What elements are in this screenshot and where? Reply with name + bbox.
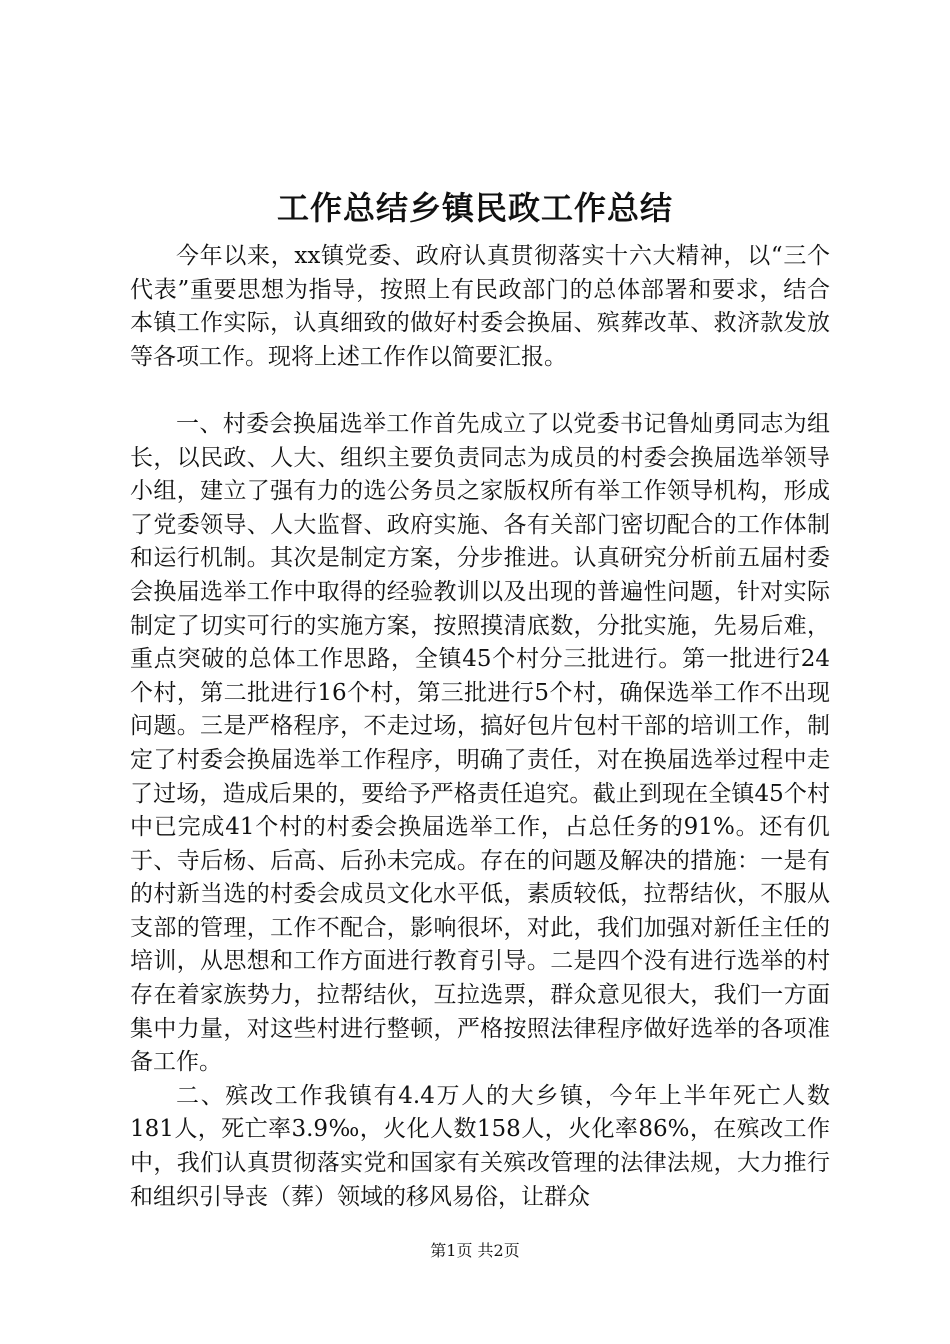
page-number: 第1页 共2页: [430, 1241, 520, 1260]
paragraph-village-election: 一、村委会换届选举工作首先成立了以党委书记鲁灿勇同志为组长，以民政、人大、组织主要负责同志为成员的村委会换届选举领导小组，建立了强有力的选公务员之家版权所有举工作领导机构，形成了党委领导、人大监督、政府实施、各有关部门密切配合的工作体制和运行机制。其次是制定方案，分步推进。认真研究分析前五届村委会换届选举工作中取得的经验教训以及出现的普遍性问题，针对实际制定了切实可行的实施方案，按照摸清底数，分批实施，先易后难，重点突破的总体工作思路，全镇45个村分三批进行。第一批进行24个村，第二批进行16个村，第三批进行5个村，确保选举工作不出现问题。三是严格程序，不走过场，搞好包片包村干部的培训工作，制定了村委会换届选举工作程序，明确了责任，对在换届选举过程中走了过场，造成后果的，要给予严格责任追究。截止到现在全镇45个村中已完成41个村的村委会换届选举工作，占总任务的91%。还有仉于、寺后杨、后高、后孙未完成。存在的问题及解决的措施：一是有的村新当选的村委会成员文化水平低，素质较低，拉帮结伙，不服从支部的管理，工作不配合，影响很坏，对此，我们加强对新任主任的培训，从思想和工作方面进行教育引导。二是四个没有进行选举的村存在着家族势力，拉帮结伙，互拉选票，群众意见很大，我们一方面集中力量，对这些村进行整顿，严格按照法律程序做好选举的各项准备工作。: [130, 410, 830, 1076]
paragraph-intro: 今年以来，xx镇党委、政府认真贯彻落实十六大精神，以“三个代表”重要思想为指导，按照上有民政部门的总体部署和要求，结合本镇工作实际，认真细致的做好村委会换届、殡葬改革、救济款发放等各项工作。现将上述工作作以简要汇报。: [130, 243, 830, 370]
paragraph-funeral-reform: 二、殡改工作我镇有4.4万人的大乡镇，今年上半年死亡人数181人，死亡率3.9‰，火化人数158人，火化率86%，在殡改工作中，我们认真贯彻落实党和国家有关殡改管理的法律法规，大力推行和组织引导丧（葬）领域的移风易俗，让群众: [130, 1082, 830, 1210]
document-body: [130, 240, 830, 1214]
document-title: 工作总结乡镇民政工作总结: [276, 189, 673, 227]
